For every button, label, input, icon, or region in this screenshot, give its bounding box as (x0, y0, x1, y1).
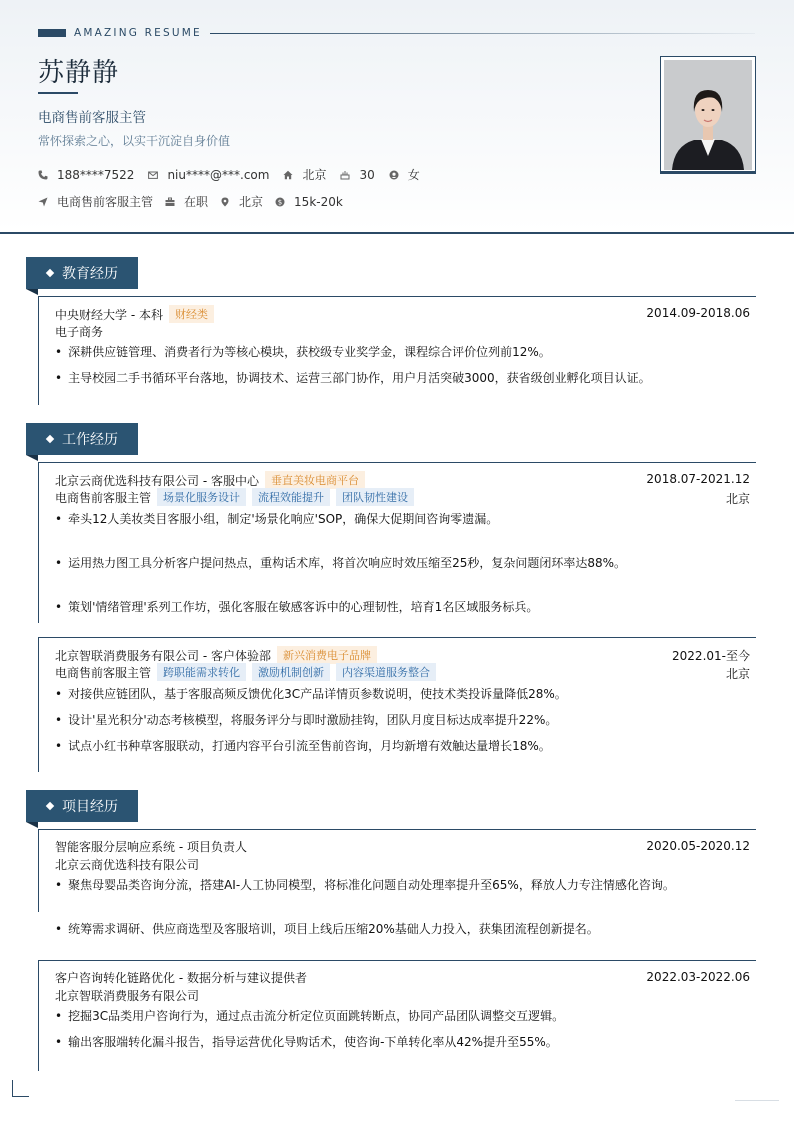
work-date: 2022.01-至今 (672, 649, 750, 663)
list-item: • 试点小红书种草客服联动，打通内容平台引流至售前咨询，月均新增有效触达量增长18%。 (55, 737, 551, 754)
work-entry (38, 637, 756, 772)
work-city: 北京 (725, 667, 750, 681)
section-work-heading (26, 423, 138, 455)
company-tag: 新兴消费电子品牌 (277, 646, 377, 664)
list-item: • 输出客服端转化漏斗报告，指导运营优化导购话术，使咨询-下单转化率从42%提升至55%。 (55, 1033, 558, 1050)
tab-fold (26, 289, 38, 295)
info-home (283, 166, 326, 183)
role-row (55, 663, 436, 681)
cake-icon (340, 170, 350, 180)
info-intent (38, 193, 153, 210)
skill-tag: 跨职能需求转化 (157, 663, 246, 681)
list-item: • 统筹需求调研、供应商选型及客服培训，项目上线后压缩20%基础人力投入，获集团流程创新提名。 (55, 920, 599, 937)
entry-rule (38, 961, 39, 1071)
project-name: 客户咨询转化链路优化 - 数据分析与建议提供者 (55, 971, 307, 985)
diamond-icon (46, 802, 54, 810)
diamond-icon (46, 269, 54, 277)
entry-rule (38, 638, 39, 772)
work-entry (38, 462, 756, 637)
entry-heading (55, 471, 365, 489)
school-tag: 财经类 (169, 305, 214, 323)
school-name: 中央财经大学 - 本科 (55, 307, 163, 322)
info-email (148, 168, 269, 182)
entry-rule (38, 830, 39, 912)
company-name: 北京云商优选科技有限公司 - 客服中心 (55, 473, 259, 488)
role: 电商售前客服主管 (55, 665, 152, 680)
resume-header (0, 0, 794, 234)
project-date: 2022.03-2022.06 (646, 970, 750, 984)
location-text: 北京 (239, 195, 264, 209)
location-icon (220, 197, 230, 207)
intent-text: 电商售前客服主管 (57, 195, 154, 209)
gender-icon (389, 170, 399, 180)
skill-tag: 场景化服务设计 (157, 488, 246, 506)
footer-rule (735, 1100, 779, 1101)
role-row (55, 488, 414, 506)
header-accent-bar (38, 29, 66, 37)
company-tag: 垂直美妆电商平台 (265, 471, 365, 489)
section-education-heading (26, 257, 138, 289)
project-name: 智能客服分层响应系统 - 项目负责人 (55, 840, 247, 854)
section-title: 教育经历 (62, 266, 118, 282)
salary-icon (275, 197, 285, 207)
section-title: 工作经历 (62, 432, 118, 448)
info-salary (275, 195, 343, 209)
skill-tag: 团队韧性建设 (336, 488, 414, 506)
entry-rule (38, 297, 39, 405)
work-city: 北京 (725, 492, 750, 506)
email-text: niu****@***.com (167, 167, 270, 182)
list-item: • 运用热力图工具分析客户提问热点，重构话术库，将首次响应时效压缩至25秒，复杂问题闭环率达88%。 (55, 554, 626, 571)
entry-rule (38, 463, 39, 623)
education-date: 2014.09-2018.06 (646, 306, 750, 320)
entry-heading (55, 305, 214, 323)
candidate-name: 苏静静 (38, 58, 120, 88)
list-item: • 对接供应链团队，基于客服高频反馈优化3C产品详情页参数说明，使技术类投诉量降低28%。 (55, 685, 567, 702)
header-rule (210, 33, 755, 34)
home-text: 北京 (302, 168, 327, 182)
phone-icon (38, 170, 48, 180)
avatar (664, 60, 752, 170)
list-item: • 深耕供应链管理、消费者行为等核心模块，获校级专业奖学金，课程综合评价位列前12%。 (55, 343, 551, 360)
svg-text:$: $ (277, 198, 283, 207)
profile-photo (660, 56, 756, 174)
motto: 常怀探索之心，以实干沉淀自身价值 (38, 134, 231, 148)
skill-tag: 激励机制创新 (252, 663, 330, 681)
info-status (165, 193, 208, 210)
section-title: 项目经历 (62, 799, 118, 815)
work-date: 2018.07-2021.12 (646, 472, 750, 486)
contact-row (38, 166, 434, 183)
list-item: • 聚焦母婴品类咨询分流，搭建AI-人工协同模型，将标准化问题自动处理率提升至65%，释放人力专注情感化咨询。 (55, 876, 675, 893)
project-company: 北京云商优选科技有限公司 (55, 858, 200, 872)
salary-text: 15k-20k (294, 194, 343, 209)
list-item: • 挖掘3C品类用户咨询行为，通过点击流分析定位页面跳转断点，协同产品团队调整交互逻辑。 (55, 1007, 564, 1024)
info-phone (38, 168, 134, 182)
company-name: 北京智联消费服务有限公司 - 客户体验部 (55, 648, 271, 663)
list-item: • 主导校园二手书循环平台落地，协调技术、运营三部门协作，用户月活突破3000，获省级创业孵化项目认证。 (55, 369, 651, 386)
home-icon (283, 170, 293, 180)
phone-text: 188****7522 (57, 167, 135, 182)
status-text: 在职 (184, 195, 209, 209)
major: 电子商务 (55, 325, 104, 339)
job-title: 电商售前客服主管 (38, 110, 146, 126)
info-gender (389, 166, 420, 183)
project-company: 北京智联消费服务有限公司 (55, 989, 200, 1003)
top-label: AMAZING RESUME (74, 27, 202, 39)
name-underline (38, 92, 78, 94)
info-age (340, 168, 374, 182)
tab-fold (26, 822, 38, 828)
photo-underline (660, 171, 756, 174)
tab-fold (26, 455, 38, 461)
list-item: • 牵头12人美妆类目客服小组，制定'场景化响应'SOP，确保大促期间咨询零遗漏。 (55, 510, 498, 527)
skill-tag: 内容渠道服务整合 (336, 663, 436, 681)
footer-corner (12, 1080, 29, 1097)
entry-heading (55, 646, 377, 664)
age-text: 30 (359, 167, 375, 182)
section-project-heading (26, 790, 138, 822)
list-item: • 设计'星光积分'动态考核模型，将服务评分与即时激励挂钩，团队月度目标达成率提升22%。 (55, 711, 557, 728)
diamond-icon (46, 435, 54, 443)
project-entry (38, 829, 756, 960)
status-row (38, 193, 357, 210)
project-entry (38, 960, 756, 1071)
project-date: 2020.05-2020.12 (646, 839, 750, 853)
briefcase-icon (165, 197, 175, 207)
education-entry (38, 296, 756, 405)
info-location (220, 193, 263, 210)
send-icon (38, 197, 48, 207)
role: 电商售前客服主管 (55, 490, 152, 505)
mail-icon (148, 170, 158, 180)
gender-text: 女 (407, 168, 420, 182)
skill-tag: 流程效能提升 (252, 488, 330, 506)
list-item: • 策划'情绪管理'系列工作坊，强化客服在敏感客诉中的心理韧性，培育1名区域服务标兵。 (55, 598, 538, 615)
